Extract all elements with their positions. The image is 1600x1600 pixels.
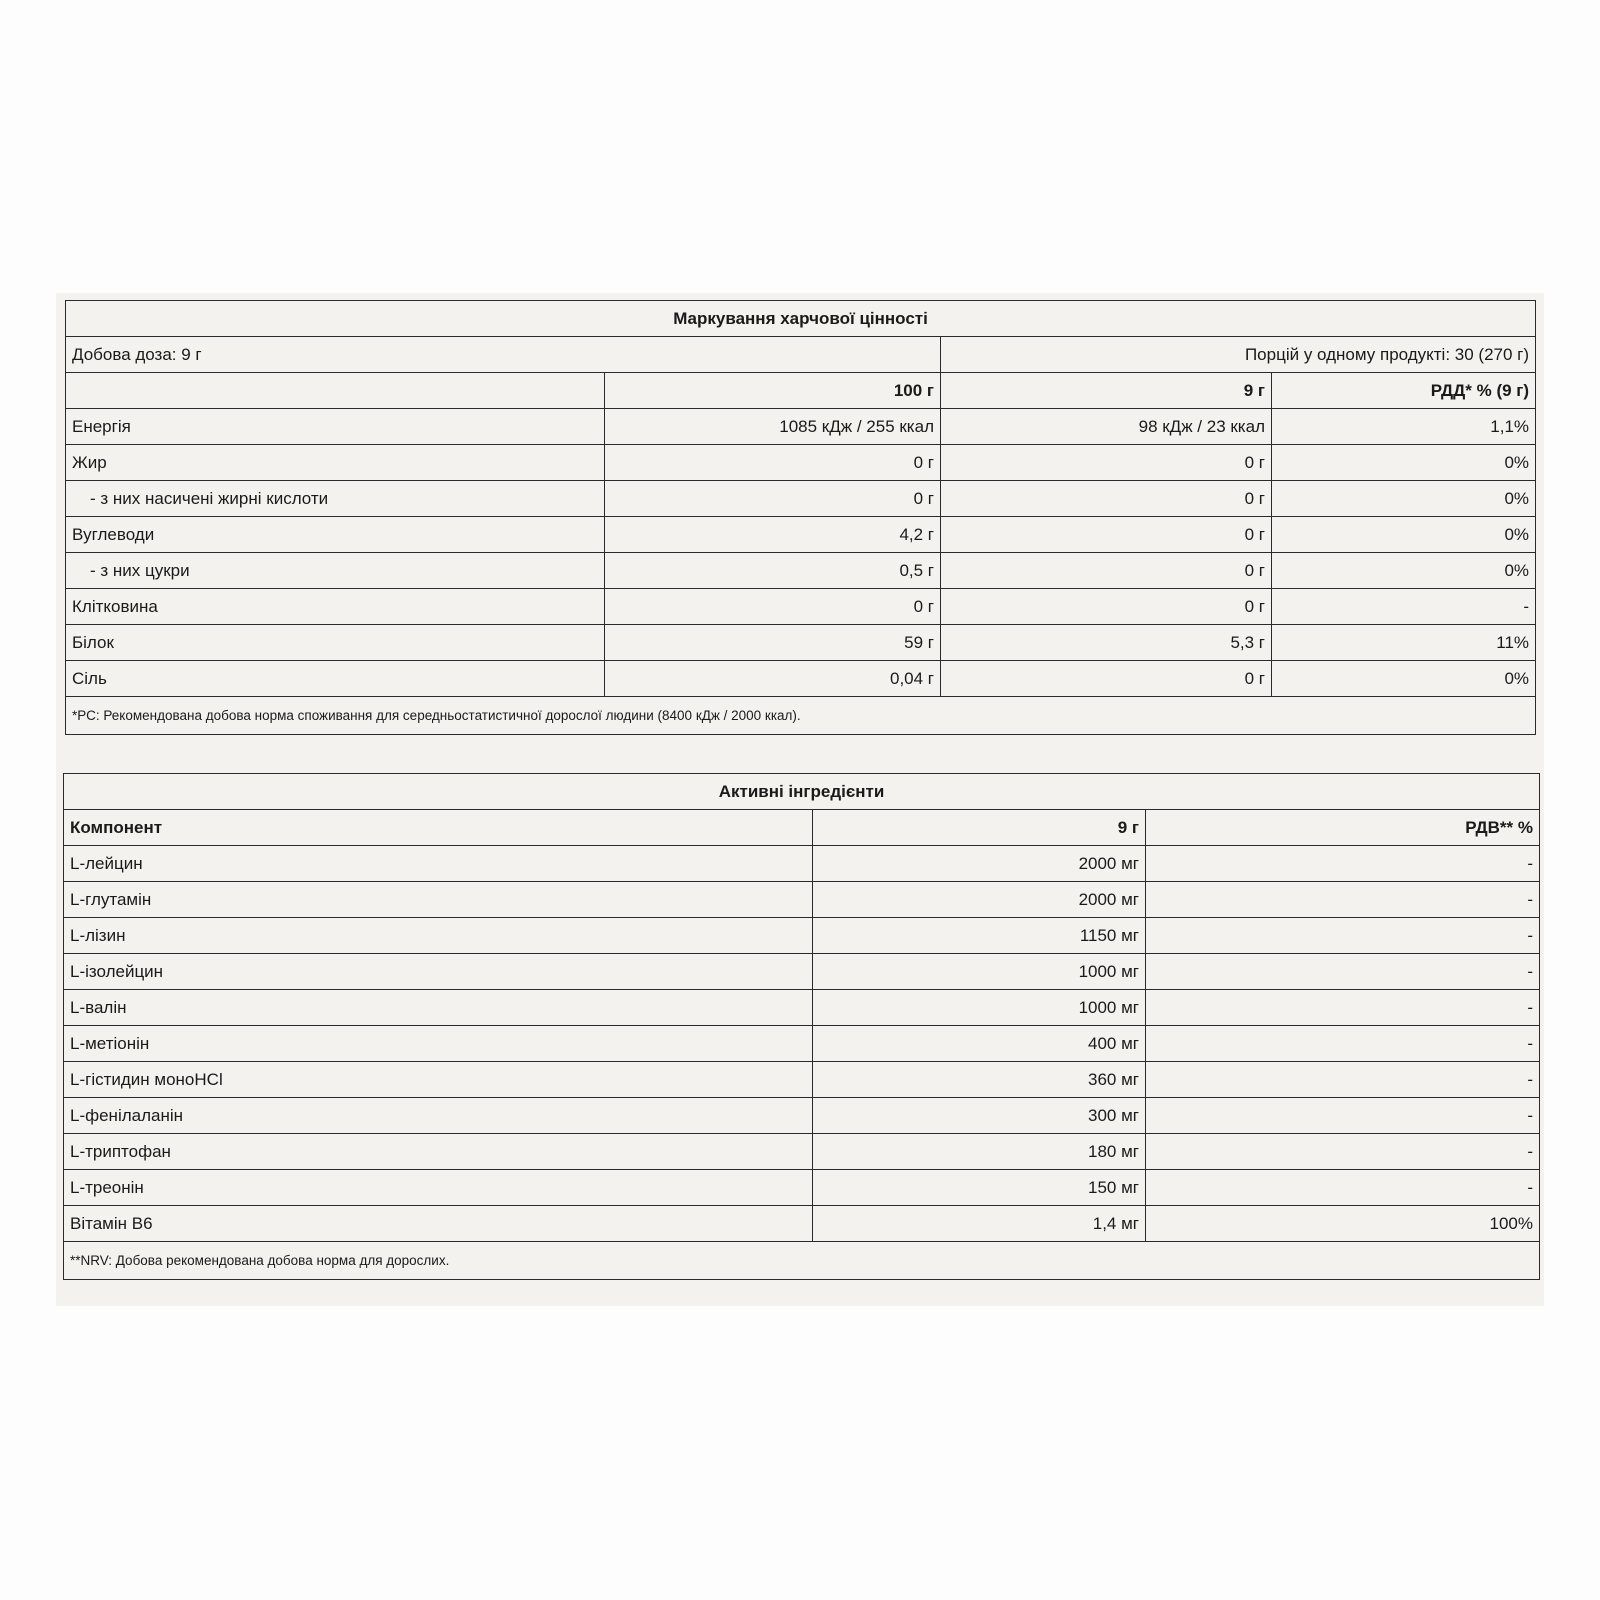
ingredient-rdv: - (1146, 882, 1540, 918)
value-per-100g: 1085 кДж / 255 ккал (605, 409, 941, 445)
value-per-9g: 5,3 г (941, 625, 1272, 661)
header-rdd: РДД* % (9 г) (1272, 373, 1536, 409)
value-rdd: 0% (1272, 481, 1536, 517)
ingredient-row (64, 1026, 1540, 1062)
ingredient-amount: 150 мг (813, 1170, 1146, 1206)
ingredient-amount: 400 мг (813, 1026, 1146, 1062)
value-per-9g: 0 г (941, 445, 1272, 481)
nutrition-row (66, 589, 1536, 625)
value-rdd: 1,1% (1272, 409, 1536, 445)
ingredient-rdv: - (1146, 846, 1540, 882)
ingredient-name: L-лейцин (64, 846, 813, 882)
ingredient-amount: 360 мг (813, 1062, 1146, 1098)
ingredient-rdv: - (1146, 918, 1540, 954)
ingredient-rdv: - (1146, 990, 1540, 1026)
ingredient-name: L-фенілаланін (64, 1098, 813, 1134)
value-per-9g: 98 кДж / 23 ккал (941, 409, 1272, 445)
ingredient-rdv: - (1146, 954, 1540, 990)
value-per-9g: 0 г (941, 517, 1272, 553)
nutrition-header-empty (66, 373, 605, 409)
ingredient-name: L-валін (64, 990, 813, 1026)
ingredient-rdv: - (1146, 1062, 1540, 1098)
active-header-row (64, 810, 1540, 846)
nutrient-name: Клітковина (66, 589, 605, 625)
nutrient-name: Жир (66, 445, 605, 481)
ingredient-name: L-триптофан (64, 1134, 813, 1170)
value-per-100g: 0 г (605, 589, 941, 625)
daily-dose: Добова доза: 9 г (66, 337, 941, 373)
active-ingredients-table (63, 773, 1540, 1280)
nutrition-row (66, 517, 1536, 553)
ingredient-amount: 300 мг (813, 1098, 1146, 1134)
nutrient-name: - з них цукри (66, 553, 605, 589)
value-per-100g: 0,5 г (605, 553, 941, 589)
active-title-row (64, 774, 1540, 810)
ingredient-name: L-ізолейцин (64, 954, 813, 990)
ingredient-rdv: - (1146, 1098, 1540, 1134)
ingredient-row (64, 846, 1540, 882)
ingredient-rdv: - (1146, 1026, 1540, 1062)
value-rdd: 0% (1272, 553, 1536, 589)
nutrition-dose-row (66, 337, 1536, 373)
ingredient-rdv: 100% (1146, 1206, 1540, 1242)
header-component: Компонент (64, 810, 813, 846)
ingredient-amount: 1000 мг (813, 954, 1146, 990)
value-rdd: 0% (1272, 517, 1536, 553)
nutrition-table (65, 300, 1536, 735)
header-per-9g: 9 г (941, 373, 1272, 409)
header-amount-9g: 9 г (813, 810, 1146, 846)
ingredient-name: Вітамін B6 (64, 1206, 813, 1242)
ingredient-amount: 1000 мг (813, 990, 1146, 1026)
nutrition-title: Маркування харчової цінності (66, 301, 1536, 337)
active-footnote-row (64, 1242, 1540, 1280)
ingredient-row (64, 1170, 1540, 1206)
value-per-9g: 0 г (941, 553, 1272, 589)
ingredient-row (64, 1098, 1540, 1134)
value-rdd: 11% (1272, 625, 1536, 661)
nutrition-row (66, 625, 1536, 661)
nutrition-row (66, 553, 1536, 589)
header-per-100g: 100 г (605, 373, 941, 409)
ingredient-amount: 2000 мг (813, 882, 1146, 918)
value-per-9g: 0 г (941, 589, 1272, 625)
ingredient-rdv: - (1146, 1170, 1540, 1206)
nutrient-name: Білок (66, 625, 605, 661)
ingredient-row (64, 918, 1540, 954)
ingredient-row (64, 882, 1540, 918)
active-footnote: **NRV: Добова рекомендована добова норма для дорослих. (64, 1242, 1540, 1280)
active-title: Активні інгредієнти (64, 774, 1540, 810)
ingredient-name: L-глутамін (64, 882, 813, 918)
header-rdv: РДВ** % (1146, 810, 1540, 846)
ingredient-amount: 1150 мг (813, 918, 1146, 954)
nutrition-row (66, 481, 1536, 517)
value-per-9g: 0 г (941, 481, 1272, 517)
nutrition-row (66, 409, 1536, 445)
value-rdd: 0% (1272, 661, 1536, 697)
ingredient-name: L-треонін (64, 1170, 813, 1206)
value-per-100g: 0 г (605, 445, 941, 481)
nutrition-row (66, 661, 1536, 697)
ingredient-row (64, 1206, 1540, 1242)
nutrition-footnote-row (66, 697, 1536, 735)
nutrition-header-row (66, 373, 1536, 409)
ingredient-name: L-лізин (64, 918, 813, 954)
ingredient-amount: 1,4 мг (813, 1206, 1146, 1242)
nutrition-row (66, 445, 1536, 481)
value-per-9g: 0 г (941, 661, 1272, 697)
value-per-100g: 0,04 г (605, 661, 941, 697)
ingredient-rdv: - (1146, 1134, 1540, 1170)
nutrient-name: Сіль (66, 661, 605, 697)
ingredient-row (64, 1134, 1540, 1170)
nutrition-title-row (66, 301, 1536, 337)
ingredient-amount: 2000 мг (813, 846, 1146, 882)
nutrient-name: Вуглеводи (66, 517, 605, 553)
value-rdd: 0% (1272, 445, 1536, 481)
ingredient-row (64, 990, 1540, 1026)
value-per-100g: 4,2 г (605, 517, 941, 553)
servings-per-product: Порцій у одному продукті: 30 (270 г) (941, 337, 1536, 373)
ingredient-name: L-метіонін (64, 1026, 813, 1062)
value-per-100g: 0 г (605, 481, 941, 517)
ingredient-row (64, 954, 1540, 990)
ingredient-amount: 180 мг (813, 1134, 1146, 1170)
ingredient-name: L-гістидин моноHCl (64, 1062, 813, 1098)
value-rdd: - (1272, 589, 1536, 625)
nutrient-name: - з них насичені жирні кислоти (66, 481, 605, 517)
ingredient-row (64, 1062, 1540, 1098)
nutrition-footnote: *РС: Рекомендована добова норма споживання для середньостатистичної дорослої людини (8400 кДж / 2000 ккал). (66, 697, 1536, 735)
value-per-100g: 59 г (605, 625, 941, 661)
nutrient-name: Енергія (66, 409, 605, 445)
